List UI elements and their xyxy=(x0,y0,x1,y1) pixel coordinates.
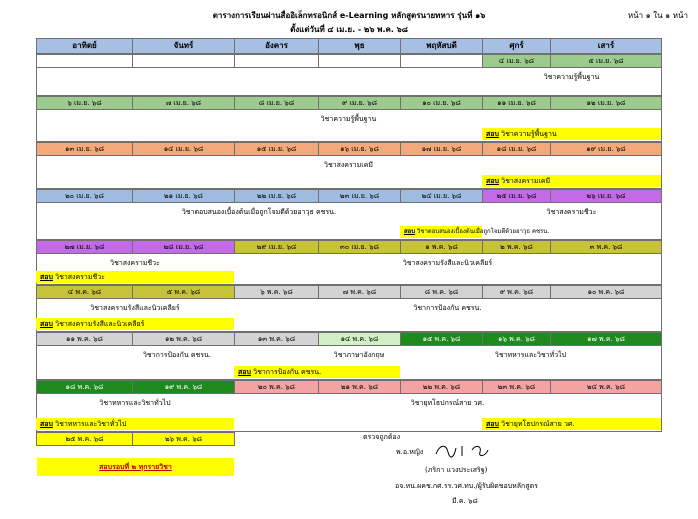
exam-keyword: สอบ xyxy=(486,130,499,138)
date-cell: ๑๖ พ.ค. ๖๘ xyxy=(482,332,551,346)
signature-checked: ตรวจถูกต้อง xyxy=(363,433,400,441)
date-cell: ๑๔ พ.ค. ๖๘ xyxy=(318,332,401,346)
exam-highlight xyxy=(482,128,661,140)
day-header: เสาร์ xyxy=(550,38,662,54)
date-cell xyxy=(400,54,483,68)
date-cell: ๑๐ เม.ย. ๖๘ xyxy=(400,96,483,110)
subject-label: วิชาความรู้พื้นฐาน xyxy=(543,73,600,81)
date-cell: ๖ เม.ย. ๖๘ xyxy=(36,96,133,110)
date-cell: ๒๔ เม.ย. ๖๘ xyxy=(400,189,483,203)
date-cell: ๒๕ พ.ค. ๖๘ xyxy=(36,432,133,446)
date-cell: ๒๐ พ.ค. ๖๘ xyxy=(234,380,319,394)
subject-label: วิชาความรู้พื้นฐาน xyxy=(320,115,377,123)
signature-date: มี.ค. ๖๘ xyxy=(452,497,478,505)
exam-keyword: สอบ xyxy=(486,177,499,185)
date-cell: ๑๔ เม.ย. ๖๘ xyxy=(132,142,235,156)
exam-subject: วิชายุทโธปกรณ์สาย วศ. xyxy=(501,420,575,428)
date-cell: ๒ พ.ค. ๖๘ xyxy=(482,240,551,254)
subject-label: วิชายุทโธปกรณ์สาย วศ. xyxy=(410,399,485,407)
date-cell: ๑๑ เม.ย. ๖๘ xyxy=(482,96,551,110)
date-cell xyxy=(36,54,133,68)
date-cell: ๑๘ พ.ค. ๖๘ xyxy=(36,380,133,394)
date-cell: ๑ พ.ค. ๖๘ xyxy=(400,240,483,254)
signature-scribble xyxy=(432,440,492,460)
exam-subject: วิชาทหารและวิชาทั่วไป xyxy=(55,420,127,428)
date-cell: ๓ พ.ค. ๖๘ xyxy=(550,240,662,254)
date-cell: ๒๒ เม.ย. ๖๘ xyxy=(234,189,319,203)
date-cell: ๗ พ.ค. ๖๘ xyxy=(318,285,401,299)
exam-highlight xyxy=(36,318,234,330)
page-title: ตารางการเรียนผ่านสื่ออิเล็กทรอนิกส์ e-Learning หลักสูตรนายทหาร รุ่นที่ ๑๖ xyxy=(212,11,486,20)
date-cell: ๒๒ พ.ค. ๖๘ xyxy=(400,380,483,394)
final-exam-label: สอบรอบที่ ๒ ทุกรายวิชา xyxy=(99,463,172,471)
date-cell: ๒๘ เม.ย. ๖๘ xyxy=(132,240,235,254)
exam-subject: วิชาสงครามรังสีและนิวเคลียร์ xyxy=(55,320,145,328)
date-cell: ๑๕ พ.ค. ๖๘ xyxy=(400,332,483,346)
date-cell: ๑๙ เม.ย. ๖๘ xyxy=(550,142,662,156)
date-cell: ๒๕ เม.ย. ๖๘ xyxy=(482,189,551,203)
date-cell: ๑๖ เม.ย. ๖๘ xyxy=(318,142,401,156)
date-cell: ๔ เม.ย. ๖๘ xyxy=(482,54,551,68)
date-cell: ๒๑ พ.ค. ๖๘ xyxy=(318,380,401,394)
date-cell: ๕ เม.ย. ๖๘ xyxy=(550,54,662,68)
date-cell: ๒๑ เม.ย. ๖๘ xyxy=(132,189,235,203)
date-cell: ๒๓ พ.ค. ๖๘ xyxy=(482,380,551,394)
day-header: พุธ xyxy=(318,38,401,54)
day-header: จันทร์ xyxy=(132,38,235,54)
date-cell: ๑๗ พ.ค. ๖๘ xyxy=(550,332,662,346)
subject-label: วิชาสงครามชีวะ xyxy=(110,259,160,267)
subject-label: วิชาทหารและวิชาทั่วไป xyxy=(494,351,567,359)
subject-label: วิชาตอบสนองเบื้องต้นเมื่อถูกโจมตีด้วยอาวุธ คชรน. xyxy=(181,208,337,216)
subject-label: วิชาสงครามเคมี xyxy=(324,161,373,169)
day-header: อาทิตย์ xyxy=(36,38,133,54)
exam-highlight xyxy=(234,366,400,378)
date-cell: ๒๖ พ.ค. ๖๘ xyxy=(132,432,235,446)
date-cell: ๒๔ พ.ค. ๖๘ xyxy=(550,380,662,394)
date-cell: ๙ เม.ย. ๖๘ xyxy=(318,96,401,110)
subject-label: วิชาทหารและวิชาทั่วไป xyxy=(99,399,171,407)
date-cell xyxy=(234,54,319,68)
date-cell: ๑๓ เม.ย. ๖๘ xyxy=(36,142,133,156)
date-cell: ๘ พ.ค. ๖๘ xyxy=(400,285,483,299)
exam-highlight xyxy=(36,418,234,430)
day-header: ศุกร์ xyxy=(482,38,551,54)
date-cell: ๒๗ เม.ย. ๖๘ xyxy=(36,240,133,254)
exam-highlight xyxy=(482,418,661,430)
subject-label: วิชาสงครามรังสีและนิวเคลียร์ xyxy=(90,304,180,312)
date-cell: ๓๐ เม.ย. ๖๘ xyxy=(318,240,401,254)
date-cell: ๑๙ พ.ค. ๖๘ xyxy=(132,380,235,394)
day-header: พฤหัสบดี xyxy=(400,38,483,54)
date-cell: ๑๕ เม.ย. ๖๘ xyxy=(234,142,319,156)
date-cell: ๔ พ.ค. ๖๘ xyxy=(36,285,133,299)
date-cell: ๙ พ.ค. ๖๘ xyxy=(482,285,551,299)
date-cell xyxy=(318,54,401,68)
exam-highlight xyxy=(482,175,661,187)
exam-keyword: สอบ xyxy=(238,368,251,376)
date-cell: ๑๓ พ.ค. ๖๘ xyxy=(234,332,319,346)
subject-label: วิชาสงครามชีวะ xyxy=(546,208,597,216)
date-cell: ๑๗ เม.ย. ๖๘ xyxy=(400,142,483,156)
date-cell: ๑๒ เม.ย. ๖๘ xyxy=(550,96,662,110)
exam-keyword: สอบ xyxy=(404,228,416,235)
signature-name: (ภริกา แวงประเสริฐ) xyxy=(425,466,488,474)
date-cell xyxy=(132,54,235,68)
exam-subject: วิชาสงครามชีวะ xyxy=(55,273,105,281)
exam-keyword: สอบ xyxy=(40,273,53,281)
subject-label: วิชาภาษาอังกฤษ xyxy=(333,351,385,359)
exam-subject: วิชาการป้องกัน คชรน. xyxy=(253,368,322,376)
date-cell: ๘ เม.ย. ๖๘ xyxy=(234,96,319,110)
exam-highlight xyxy=(36,271,234,283)
date-cell: ๗ เม.ย. ๖๘ xyxy=(132,96,235,110)
date-cell: ๒๙ เม.ย. ๖๘ xyxy=(234,240,319,254)
date-cell: ๕ พ.ค. ๖๘ xyxy=(132,285,235,299)
exam-keyword: สอบ xyxy=(40,420,53,428)
exam-highlight xyxy=(400,226,550,238)
day-header: อังคาร xyxy=(234,38,319,54)
exam-subject: วิชาสงครามเคมี xyxy=(501,177,551,185)
subject-label: วิชาการป้องกัน คชรน. xyxy=(413,304,482,312)
signature-position: อจ.หน.ผคช.กศ.รร.วศ.ทบ./ผู้รับผิดชอบหลักสูตร xyxy=(395,482,538,490)
date-cell: ๑๑ พ.ค. ๖๘ xyxy=(36,332,133,346)
signature-rank: พ.อ.หญิง xyxy=(396,448,424,456)
page-number: หน้า ๑ ใน ๑ หน้า xyxy=(627,11,688,20)
final-exam-note xyxy=(37,458,234,476)
page-subtitle: ตั้งแต่วันที่ ๔ เม.ย. - ๒๖ พ.ค. ๖๘ xyxy=(290,25,408,34)
date-cell: ๖ พ.ค. ๖๘ xyxy=(234,285,319,299)
date-cell: ๒๓ เม.ย. ๖๘ xyxy=(318,189,401,203)
exam-keyword: สอบ xyxy=(40,320,53,328)
date-cell: ๑๒ พ.ค. ๖๘ xyxy=(132,332,235,346)
date-cell: ๒๐ เม.ย. ๖๘ xyxy=(36,189,133,203)
exam-keyword: สอบ xyxy=(486,420,499,428)
subject-label: วิชาการป้องกัน คชรน. xyxy=(142,351,212,359)
exam-subject: วิชาตอบสนองเบื้องต้นเมื่อถูกโจมตีด้วยอาวุธ คชรน. xyxy=(417,228,550,235)
date-cell: ๑๘ เม.ย. ๖๘ xyxy=(482,142,551,156)
subject-label: วิชาสงครามรังสีและนิวเคลียร์ xyxy=(402,259,493,267)
date-cell: ๒๖ เม.ย. ๖๘ xyxy=(550,189,662,203)
exam-subject: วิชาความรู้พื้นฐาน xyxy=(501,130,557,138)
date-cell: ๑๐ พ.ค. ๖๘ xyxy=(550,285,662,299)
